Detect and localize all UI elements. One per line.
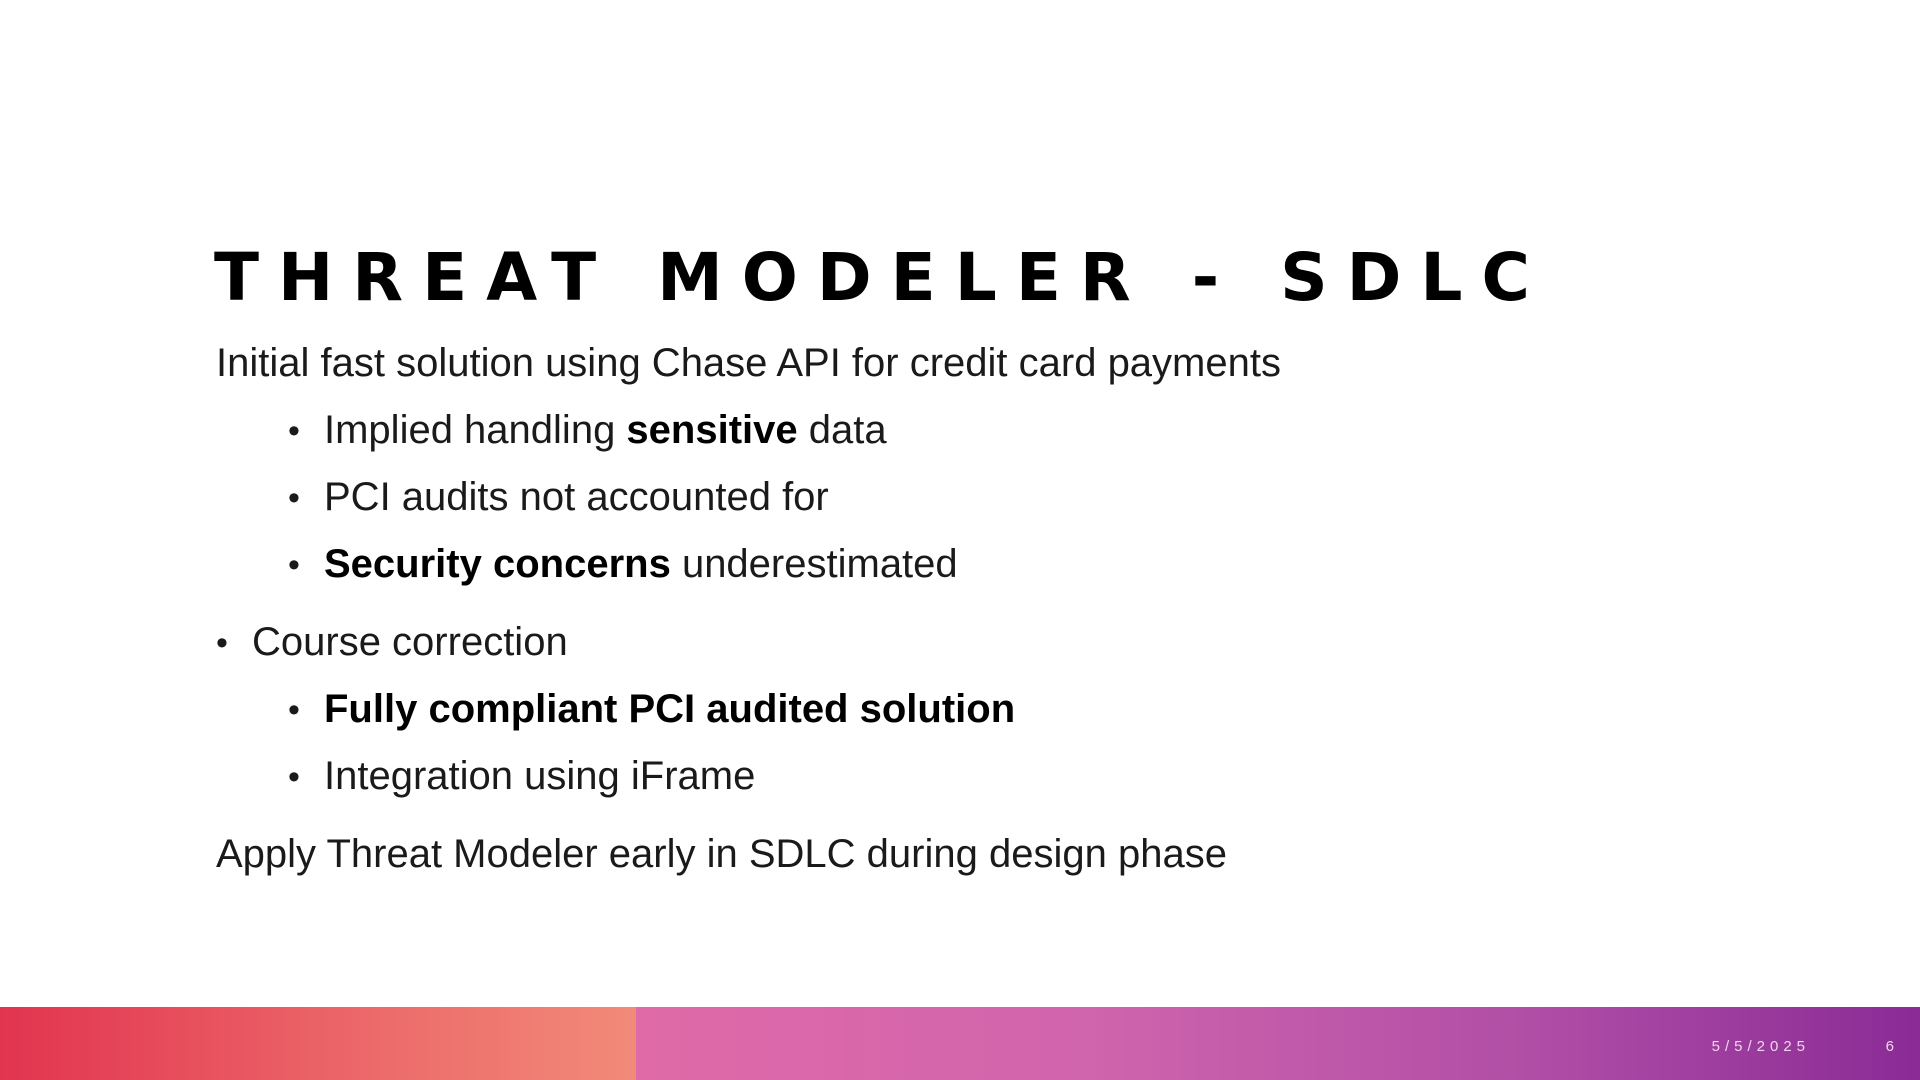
emphasis-security-concerns: Security concerns [324,542,671,586]
footer-date: 5/5/2025 [1711,1038,1810,1055]
text-segment: Implied handling [324,408,627,452]
slide-title: THREAT MODELER - SDLC [214,239,1549,316]
footer-accent-bar [0,1007,1920,1080]
emphasis-sensitive: sensitive [626,408,798,452]
body-line-pci-audits: PCI audits not accounted for [324,475,829,519]
bullet-icon: • [288,412,300,450]
bullet-icon: • [216,624,228,662]
body-line-implied-handling [324,406,887,454]
body-line-security-concerns [324,540,958,588]
bullet-icon: • [288,546,300,584]
text-segment: underestimated [670,542,958,586]
footer-bar-left-segment [0,1007,636,1080]
text-segment: data [797,408,887,452]
bullet-icon: • [288,758,300,796]
body-line-initial-solution: Initial fast solution using Chase API for credit card payments [216,341,1281,385]
body-line-iframe-integration: Integration using iFrame [324,754,756,798]
body-line-apply-threat-modeler: Apply Threat Modeler early in SDLC during design phase [216,832,1227,876]
body-line-fully-compliant: Fully compliant PCI audited solution [324,687,1016,731]
bullet-icon: • [288,691,300,729]
body-line-course-correction: Course correction [252,620,568,664]
slide-number: 6 [1885,1038,1894,1055]
bullet-icon: • [288,479,300,517]
